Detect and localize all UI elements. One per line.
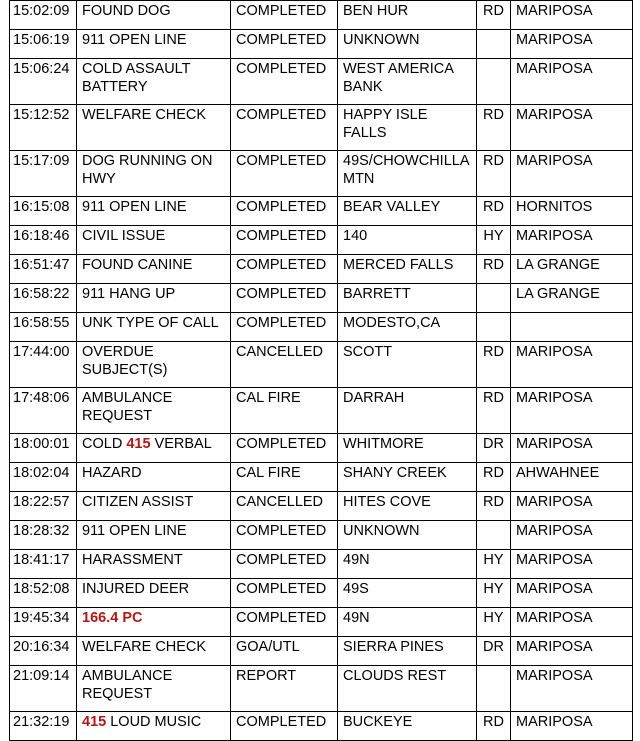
call-street: BEN HUR [338,1,477,30]
call-city: MARIPOSA [511,342,633,388]
call-type: 911 HANG UP [77,284,231,313]
call-street-suffix [477,666,511,712]
table-row [10,284,633,313]
call-city: MARIPOSA [511,521,633,550]
table-row [10,521,633,550]
call-city: MARIPOSA [511,59,633,105]
call-type: 911 OPEN LINE [77,197,231,226]
call-type: 911 OPEN LINE [77,521,231,550]
call-status: COMPLETED [231,608,338,637]
table-row [10,434,633,463]
call-type: INJURED DEER [77,579,231,608]
call-type: DOG RUNNING ON HWY [77,151,231,197]
call-street: SIERRA PINES [338,637,477,666]
call-street-suffix: RD [477,492,511,521]
call-time: 15:12:52 [10,105,77,151]
call-status: COMPLETED [231,226,338,255]
call-street: CLOUDS REST [338,666,477,712]
call-street: 49N [338,550,477,579]
call-time: 20:16:34 [10,637,77,666]
table-row [10,388,633,434]
call-street-suffix: HY [477,579,511,608]
table-row [10,59,633,105]
call-time: 16:15:08 [10,197,77,226]
call-status: GOA/UTL [231,637,338,666]
call-city: MARIPOSA [511,151,633,197]
call-status: COMPLETED [231,712,338,741]
call-type: UNK TYPE OF CALL [77,313,231,342]
call-street: 49S/CHOWCHILLA MTN [338,151,477,197]
table-row [10,550,633,579]
table-row [10,712,633,741]
call-status: COMPLETED [231,579,338,608]
call-type: WELFARE CHECK [77,105,231,151]
table-row [10,197,633,226]
call-type: WELFARE CHECK [77,637,231,666]
call-status: COMPLETED [231,151,338,197]
table-row [10,313,633,342]
call-city: MARIPOSA [511,1,633,30]
call-type: HAZARD [77,463,231,492]
call-time: 21:09:14 [10,666,77,712]
table-row [10,463,633,492]
table-row [10,492,633,521]
call-log-body [10,1,633,741]
call-status: CANCELLED [231,342,338,388]
call-time: 18:00:01 [10,434,77,463]
call-city: MARIPOSA [511,226,633,255]
call-status: COMPLETED [231,197,338,226]
call-city: MARIPOSA [511,608,633,637]
call-type: FOUND CANINE [77,255,231,284]
call-city: MARIPOSA [511,712,633,741]
call-street-suffix: RD [477,342,511,388]
call-time: 15:06:19 [10,30,77,59]
call-street: MODESTO,CA [338,313,477,342]
table-row [10,226,633,255]
call-city: AHWAHNEE [511,463,633,492]
call-type-code: 166.4 PC [82,610,143,626]
call-street-suffix: DR [477,434,511,463]
call-street-suffix: RD [477,388,511,434]
call-status: CAL FIRE [231,463,338,492]
call-city: HORNITOS [511,197,633,226]
call-street-suffix: DR [477,637,511,666]
call-time: 15:06:24 [10,59,77,105]
call-street-suffix: RD [477,712,511,741]
call-type-code: 415 [126,436,151,452]
call-time: 18:28:32 [10,521,77,550]
call-status: COMPLETED [231,550,338,579]
call-time: 17:44:00 [10,342,77,388]
call-street-suffix: RD [477,105,511,151]
call-city: MARIPOSA [511,492,633,521]
call-status: COMPLETED [231,59,338,105]
call-type: AMBULANCE REQUEST [77,388,231,434]
call-status: CAL FIRE [231,388,338,434]
call-status: COMPLETED [231,434,338,463]
call-street: BARRETT [338,284,477,313]
call-status: CANCELLED [231,492,338,521]
call-street-suffix [477,30,511,59]
call-street: BEAR VALLEY [338,197,477,226]
call-city: MARIPOSA [511,30,633,59]
call-street-suffix: RD [477,1,511,30]
call-status: COMPLETED [231,255,338,284]
call-status: REPORT [231,666,338,712]
call-type [77,712,231,741]
call-time: 18:52:08 [10,579,77,608]
call-street: WHITMORE [338,434,477,463]
call-type: AMBULANCE REQUEST [77,666,231,712]
table-row [10,637,633,666]
call-street: UNKNOWN [338,521,477,550]
call-time: 15:17:09 [10,151,77,197]
call-type: OVERDUE SUBJECT(S) [77,342,231,388]
call-street: 140 [338,226,477,255]
call-status: COMPLETED [231,313,338,342]
table-row [10,105,633,151]
call-type: HARASSMENT [77,550,231,579]
call-street-suffix: RD [477,255,511,284]
call-street-suffix: RD [477,463,511,492]
call-city: MARIPOSA [511,388,633,434]
table-row [10,579,633,608]
call-time: 18:22:57 [10,492,77,521]
call-street-suffix: RD [477,151,511,197]
call-time: 15:02:09 [10,1,77,30]
table-row [10,666,633,712]
call-street: UNKNOWN [338,30,477,59]
call-street: MERCED FALLS [338,255,477,284]
call-time: 16:51:47 [10,255,77,284]
table-row [10,30,633,59]
call-log-table [9,0,633,741]
call-time: 17:48:06 [10,388,77,434]
call-type-suffix: VERBAL [150,436,212,452]
call-log-page [9,0,633,741]
call-status: COMPLETED [231,30,338,59]
table-row [10,342,633,388]
call-time: 18:41:17 [10,550,77,579]
call-type: CITIZEN ASSIST [77,492,231,521]
table-row [10,1,633,30]
call-time: 18:02:04 [10,463,77,492]
call-street: HITES COVE [338,492,477,521]
call-type-suffix: LOUD MUSIC [106,714,202,730]
call-street: BUCKEYE [338,712,477,741]
call-city: MARIPOSA [511,637,633,666]
call-street-suffix: HY [477,550,511,579]
call-street-suffix: HY [477,608,511,637]
call-street: SCOTT [338,342,477,388]
call-street: DARRAH [338,388,477,434]
call-type [77,434,231,463]
call-city: MARIPOSA [511,666,633,712]
call-time: 16:18:46 [10,226,77,255]
call-street: SHANY CREEK [338,463,477,492]
call-type-prefix: COLD [82,436,127,452]
call-city [511,313,633,342]
call-street: 49N [338,608,477,637]
call-city: MARIPOSA [511,550,633,579]
call-type-code: 415 [82,714,107,730]
call-time: 16:58:55 [10,313,77,342]
call-type: FOUND DOG [77,1,231,30]
call-street: 49S [338,579,477,608]
call-type: 911 OPEN LINE [77,30,231,59]
call-time: 16:58:22 [10,284,77,313]
call-street: HAPPY ISLE FALLS [338,105,477,151]
call-city: MARIPOSA [511,434,633,463]
call-type [77,608,231,637]
call-time: 19:45:34 [10,608,77,637]
call-status: COMPLETED [231,105,338,151]
call-status: COMPLETED [231,521,338,550]
call-type: COLD ASSAULT BATTERY [77,59,231,105]
call-street-suffix [477,313,511,342]
call-street-suffix [477,59,511,105]
call-street-suffix [477,284,511,313]
call-street-suffix: RD [477,197,511,226]
call-status: COMPLETED [231,284,338,313]
call-city: MARIPOSA [511,105,633,151]
call-city: LA GRANGE [511,284,633,313]
call-time: 21:32:19 [10,712,77,741]
call-street-suffix [477,521,511,550]
call-status: COMPLETED [231,1,338,30]
call-street-suffix: HY [477,226,511,255]
call-city: LA GRANGE [511,255,633,284]
call-city: MARIPOSA [511,579,633,608]
table-row [10,255,633,284]
table-row [10,608,633,637]
call-street: WEST AMERICA BANK [338,59,477,105]
call-type: CIVIL ISSUE [77,226,231,255]
table-row [10,151,633,197]
